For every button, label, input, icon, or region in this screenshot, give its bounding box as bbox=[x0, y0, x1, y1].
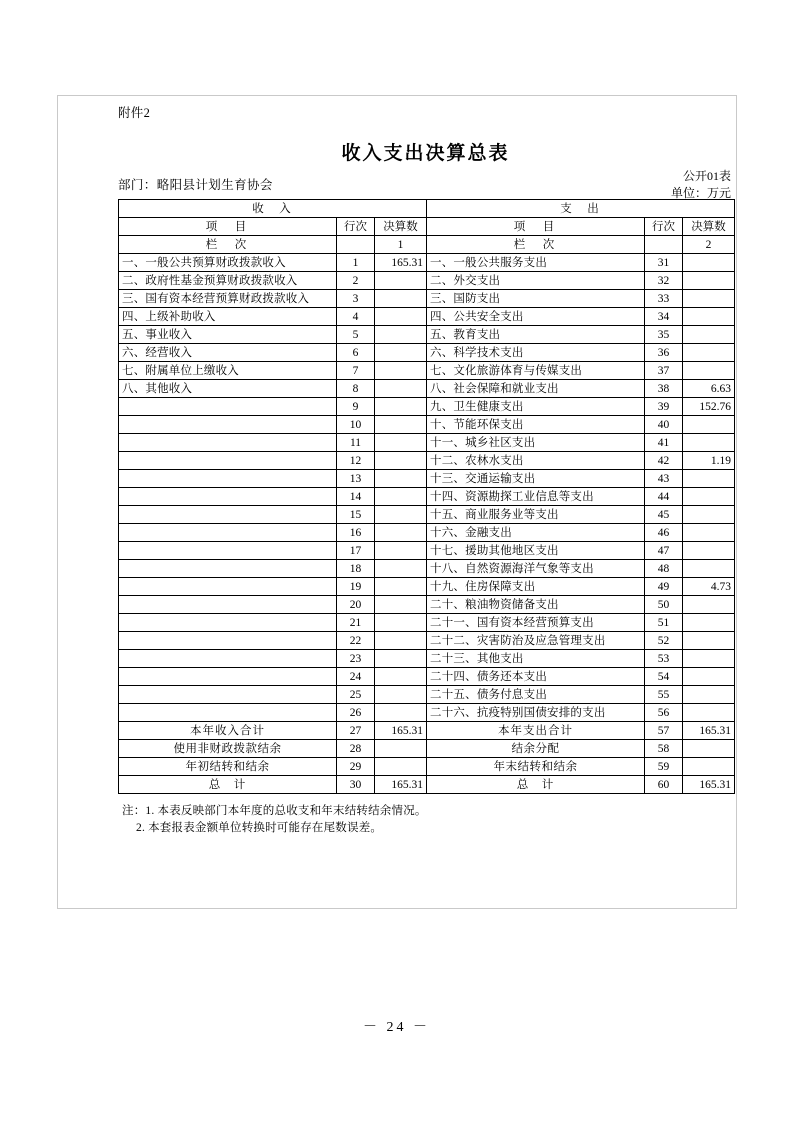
table-row bbox=[119, 416, 735, 434]
expense-value: 4.73 bbox=[683, 578, 735, 596]
income-summary-label: 年初结转和结余 bbox=[119, 758, 337, 776]
income-label bbox=[119, 596, 337, 614]
expense-summary-label: 年末结转和结余 bbox=[427, 758, 645, 776]
income-label bbox=[119, 542, 337, 560]
expense-label: 一、一般公共服务支出 bbox=[427, 254, 645, 272]
table-row bbox=[119, 704, 735, 722]
expense-label: 八、社会保障和就业支出 bbox=[427, 380, 645, 398]
expense-label: 十二、农林水支出 bbox=[427, 452, 645, 470]
expense-label: 七、文化旅游体育与传媒支出 bbox=[427, 362, 645, 380]
table-row bbox=[119, 560, 735, 578]
expense-value bbox=[683, 344, 735, 362]
expense-lan-label: 栏 次 bbox=[427, 236, 645, 254]
expense-value bbox=[683, 614, 735, 632]
income-rowno: 12 bbox=[337, 452, 375, 470]
expense-rowno: 47 bbox=[645, 542, 683, 560]
expense-amount-header: 决算数 bbox=[683, 218, 735, 236]
income-rowno: 16 bbox=[337, 524, 375, 542]
expense-label: 十五、商业服务业等支出 bbox=[427, 506, 645, 524]
table-row bbox=[119, 452, 735, 470]
income-column-no: 1 bbox=[375, 236, 427, 254]
income-value bbox=[375, 686, 427, 704]
expense-lan-blank bbox=[645, 236, 683, 254]
expense-rowno: 31 bbox=[645, 254, 683, 272]
income-rowno: 17 bbox=[337, 542, 375, 560]
income-label bbox=[119, 650, 337, 668]
table-row bbox=[119, 380, 735, 398]
income-value: 165.31 bbox=[375, 254, 427, 272]
summary-row-total-income bbox=[119, 722, 735, 740]
expense-rowno: 41 bbox=[645, 434, 683, 452]
income-label: 四、上级补助收入 bbox=[119, 308, 337, 326]
income-summary-rowno: 27 bbox=[337, 722, 375, 740]
expense-summary-rowno: 57 bbox=[645, 722, 683, 740]
income-label bbox=[119, 686, 337, 704]
expense-summary-rowno: 58 bbox=[645, 740, 683, 758]
income-rowno: 9 bbox=[337, 398, 375, 416]
table-row bbox=[119, 542, 735, 560]
table-row bbox=[119, 254, 735, 272]
income-label: 三、国有资本经营预算财政拨款收入 bbox=[119, 290, 337, 308]
expense-value bbox=[683, 362, 735, 380]
income-rowno: 14 bbox=[337, 488, 375, 506]
expense-rowno: 34 bbox=[645, 308, 683, 326]
expense-value: 1.19 bbox=[683, 452, 735, 470]
table-row bbox=[119, 470, 735, 488]
table-row bbox=[119, 524, 735, 542]
income-rowno: 10 bbox=[337, 416, 375, 434]
income-value bbox=[375, 578, 427, 596]
expense-value: 152.76 bbox=[683, 398, 735, 416]
expense-item-header: 项 目 bbox=[427, 218, 645, 236]
income-rowno: 11 bbox=[337, 434, 375, 452]
expense-rowno: 48 bbox=[645, 560, 683, 578]
public-number: 公开01表 bbox=[682, 169, 731, 183]
income-rowno-header: 行次 bbox=[337, 218, 375, 236]
note-line-2: 2. 本套报表金额单位转换时可能存在尾数误差。 bbox=[136, 822, 383, 834]
income-value bbox=[375, 506, 427, 524]
expense-rowno: 50 bbox=[645, 596, 683, 614]
expense-label: 十、节能环保支出 bbox=[427, 416, 645, 434]
expense-value bbox=[683, 506, 735, 524]
table-row bbox=[119, 668, 735, 686]
income-summary-rowno: 30 bbox=[337, 776, 375, 794]
expense-summary-value: 165.31 bbox=[683, 722, 735, 740]
income-rowno: 3 bbox=[337, 290, 375, 308]
income-amount-header: 决算数 bbox=[375, 218, 427, 236]
income-value bbox=[375, 650, 427, 668]
income-label bbox=[119, 704, 337, 722]
income-value bbox=[375, 344, 427, 362]
income-value bbox=[375, 452, 427, 470]
expense-rowno: 37 bbox=[645, 362, 683, 380]
income-label bbox=[119, 524, 337, 542]
expense-section-header: 支 出 bbox=[427, 200, 735, 218]
income-label bbox=[119, 416, 337, 434]
expense-label: 四、公共安全支出 bbox=[427, 308, 645, 326]
expense-label: 十四、资源勘探工业信息等支出 bbox=[427, 488, 645, 506]
income-rowno: 19 bbox=[337, 578, 375, 596]
expense-summary-rowno: 60 bbox=[645, 776, 683, 794]
income-label bbox=[119, 578, 337, 596]
income-label bbox=[119, 506, 337, 524]
expense-value bbox=[683, 272, 735, 290]
expense-summary-value bbox=[683, 758, 735, 776]
income-label: 六、经营收入 bbox=[119, 344, 337, 362]
income-rowno: 18 bbox=[337, 560, 375, 578]
unit-label: 单位：万元 bbox=[670, 186, 731, 200]
expense-value: 6.63 bbox=[683, 380, 735, 398]
income-rowno: 20 bbox=[337, 596, 375, 614]
income-value bbox=[375, 596, 427, 614]
income-value bbox=[375, 434, 427, 452]
income-summary-label: 本年收入合计 bbox=[119, 722, 337, 740]
expense-value bbox=[683, 434, 735, 452]
income-label bbox=[119, 398, 337, 416]
income-rowno: 21 bbox=[337, 614, 375, 632]
table-row bbox=[119, 686, 735, 704]
income-summary-value: 165.31 bbox=[375, 776, 427, 794]
table-header-column-row bbox=[119, 218, 735, 236]
expense-value bbox=[683, 326, 735, 344]
table-row bbox=[119, 362, 735, 380]
table-row bbox=[119, 596, 735, 614]
expense-rowno: 51 bbox=[645, 614, 683, 632]
expense-label: 五、教育支出 bbox=[427, 326, 645, 344]
expense-value bbox=[683, 596, 735, 614]
income-label: 五、事业收入 bbox=[119, 326, 337, 344]
expense-label: 十八、自然资源海洋气象等支出 bbox=[427, 560, 645, 578]
expense-rowno: 45 bbox=[645, 506, 683, 524]
expense-label: 二十二、灾害防治及应急管理支出 bbox=[427, 632, 645, 650]
income-rowno: 23 bbox=[337, 650, 375, 668]
expense-rowno: 38 bbox=[645, 380, 683, 398]
table-header-section-row bbox=[119, 200, 735, 218]
table-row bbox=[119, 632, 735, 650]
expense-rowno-header: 行次 bbox=[645, 218, 683, 236]
income-label bbox=[119, 560, 337, 578]
summary-row-grand-total bbox=[119, 776, 735, 794]
income-section-header: 收 入 bbox=[119, 200, 427, 218]
expense-rowno: 49 bbox=[645, 578, 683, 596]
summary-row-carryover bbox=[119, 758, 735, 776]
income-value bbox=[375, 542, 427, 560]
budget-table bbox=[118, 199, 735, 794]
expense-label: 十三、交通运输支出 bbox=[427, 470, 645, 488]
expense-summary-value: 165.31 bbox=[683, 776, 735, 794]
expense-summary-label: 结余分配 bbox=[427, 740, 645, 758]
income-summary-label: 使用非财政拨款结余 bbox=[119, 740, 337, 758]
expense-label: 二十六、抗疫特别国债安排的支出 bbox=[427, 704, 645, 722]
table-row bbox=[119, 578, 735, 596]
document-content bbox=[118, 104, 733, 837]
income-label bbox=[119, 434, 337, 452]
expense-value bbox=[683, 560, 735, 578]
income-summary-value bbox=[375, 740, 427, 758]
income-rowno: 8 bbox=[337, 380, 375, 398]
income-label bbox=[119, 488, 337, 506]
table-row bbox=[119, 434, 735, 452]
department-line: 部门：略阳县计划生育协会 bbox=[118, 178, 273, 192]
income-rowno: 5 bbox=[337, 326, 375, 344]
expense-summary-rowno: 59 bbox=[645, 758, 683, 776]
income-label bbox=[119, 614, 337, 632]
income-rowno: 2 bbox=[337, 272, 375, 290]
expense-summary-value bbox=[683, 740, 735, 758]
income-label bbox=[119, 452, 337, 470]
expense-value bbox=[683, 290, 735, 308]
table-row bbox=[119, 398, 735, 416]
expense-label: 二十五、债务付息支出 bbox=[427, 686, 645, 704]
income-rowno: 4 bbox=[337, 308, 375, 326]
expense-summary-label: 本年支出合计 bbox=[427, 722, 645, 740]
note-line-1: 注：1. 本表反映部门本年度的总收支和年末结转结余情况。 bbox=[122, 805, 427, 817]
income-value bbox=[375, 560, 427, 578]
income-value bbox=[375, 326, 427, 344]
attachment-label: 附件2 bbox=[118, 106, 151, 120]
expense-rowno: 32 bbox=[645, 272, 683, 290]
income-value bbox=[375, 398, 427, 416]
income-value bbox=[375, 668, 427, 686]
expense-label: 九、卫生健康支出 bbox=[427, 398, 645, 416]
table-row bbox=[119, 308, 735, 326]
income-value bbox=[375, 290, 427, 308]
table-row bbox=[119, 614, 735, 632]
expense-value bbox=[683, 542, 735, 560]
expense-label: 二、外交支出 bbox=[427, 272, 645, 290]
expense-label: 十七、援助其他地区支出 bbox=[427, 542, 645, 560]
expense-value bbox=[683, 308, 735, 326]
expense-label: 十一、城乡社区支出 bbox=[427, 434, 645, 452]
table-row bbox=[119, 326, 735, 344]
income-value bbox=[375, 416, 427, 434]
expense-rowno: 36 bbox=[645, 344, 683, 362]
expense-value bbox=[683, 488, 735, 506]
expense-rowno: 40 bbox=[645, 416, 683, 434]
page-number: － 24 － bbox=[363, 1020, 430, 1035]
expense-rowno: 42 bbox=[645, 452, 683, 470]
expense-rowno: 35 bbox=[645, 326, 683, 344]
table-row bbox=[119, 272, 735, 290]
income-rowno: 15 bbox=[337, 506, 375, 524]
income-label: 二、政府性基金预算财政拨款收入 bbox=[119, 272, 337, 290]
expense-value bbox=[683, 524, 735, 542]
income-summary-value bbox=[375, 758, 427, 776]
expense-label: 二十三、其他支出 bbox=[427, 650, 645, 668]
table-header-lan-row bbox=[119, 236, 735, 254]
expense-value bbox=[683, 650, 735, 668]
income-item-header: 项 目 bbox=[119, 218, 337, 236]
expense-value bbox=[683, 254, 735, 272]
income-value bbox=[375, 470, 427, 488]
expense-label: 六、科学技术支出 bbox=[427, 344, 645, 362]
income-value bbox=[375, 704, 427, 722]
expense-rowno: 55 bbox=[645, 686, 683, 704]
income-label: 八、其他收入 bbox=[119, 380, 337, 398]
expense-label: 十九、住房保障支出 bbox=[427, 578, 645, 596]
expense-rowno: 52 bbox=[645, 632, 683, 650]
income-label bbox=[119, 632, 337, 650]
income-lan-blank bbox=[337, 236, 375, 254]
income-value bbox=[375, 632, 427, 650]
income-rowno: 26 bbox=[337, 704, 375, 722]
income-rowno: 7 bbox=[337, 362, 375, 380]
expense-value bbox=[683, 632, 735, 650]
income-value bbox=[375, 488, 427, 506]
expense-value bbox=[683, 668, 735, 686]
expense-value bbox=[683, 416, 735, 434]
income-value bbox=[375, 524, 427, 542]
income-summary-label: 总 计 bbox=[119, 776, 337, 794]
table-notes bbox=[118, 803, 733, 837]
income-value bbox=[375, 380, 427, 398]
expense-summary-label: 总 计 bbox=[427, 776, 645, 794]
expense-rowno: 53 bbox=[645, 650, 683, 668]
income-rowno: 22 bbox=[337, 632, 375, 650]
expense-rowno: 33 bbox=[645, 290, 683, 308]
income-value bbox=[375, 272, 427, 290]
income-label bbox=[119, 668, 337, 686]
page-title: 收入支出决算总表 bbox=[341, 143, 510, 164]
expense-rowno: 56 bbox=[645, 704, 683, 722]
income-value bbox=[375, 362, 427, 380]
income-rowno: 13 bbox=[337, 470, 375, 488]
expense-label: 二十四、债务还本支出 bbox=[427, 668, 645, 686]
expense-rowno: 46 bbox=[645, 524, 683, 542]
expense-rowno: 39 bbox=[645, 398, 683, 416]
income-label: 一、一般公共预算财政拨款收入 bbox=[119, 254, 337, 272]
expense-label: 十六、金融支出 bbox=[427, 524, 645, 542]
table-row bbox=[119, 488, 735, 506]
table-row bbox=[119, 650, 735, 668]
expense-value bbox=[683, 704, 735, 722]
expense-rowno: 54 bbox=[645, 668, 683, 686]
table-row bbox=[119, 506, 735, 524]
income-summary-rowno: 29 bbox=[337, 758, 375, 776]
expense-rowno: 43 bbox=[645, 470, 683, 488]
income-value bbox=[375, 614, 427, 632]
income-label: 七、附属单位上缴收入 bbox=[119, 362, 337, 380]
expense-value bbox=[683, 686, 735, 704]
expense-label: 二十一、国有资本经营预算支出 bbox=[427, 614, 645, 632]
expense-value bbox=[683, 470, 735, 488]
income-summary-value: 165.31 bbox=[375, 722, 427, 740]
table-row bbox=[119, 344, 735, 362]
income-label bbox=[119, 470, 337, 488]
income-rowno: 24 bbox=[337, 668, 375, 686]
expense-label: 二十、粮油物资储备支出 bbox=[427, 596, 645, 614]
table-row bbox=[119, 290, 735, 308]
income-lan-label: 栏 次 bbox=[119, 236, 337, 254]
expense-rowno: 44 bbox=[645, 488, 683, 506]
income-rowno: 25 bbox=[337, 686, 375, 704]
summary-row-nonfiscal bbox=[119, 740, 735, 758]
income-summary-rowno: 28 bbox=[337, 740, 375, 758]
expense-column-no: 2 bbox=[683, 236, 735, 254]
income-value bbox=[375, 308, 427, 326]
expense-label: 三、国防支出 bbox=[427, 290, 645, 308]
income-rowno: 1 bbox=[337, 254, 375, 272]
income-rowno: 6 bbox=[337, 344, 375, 362]
